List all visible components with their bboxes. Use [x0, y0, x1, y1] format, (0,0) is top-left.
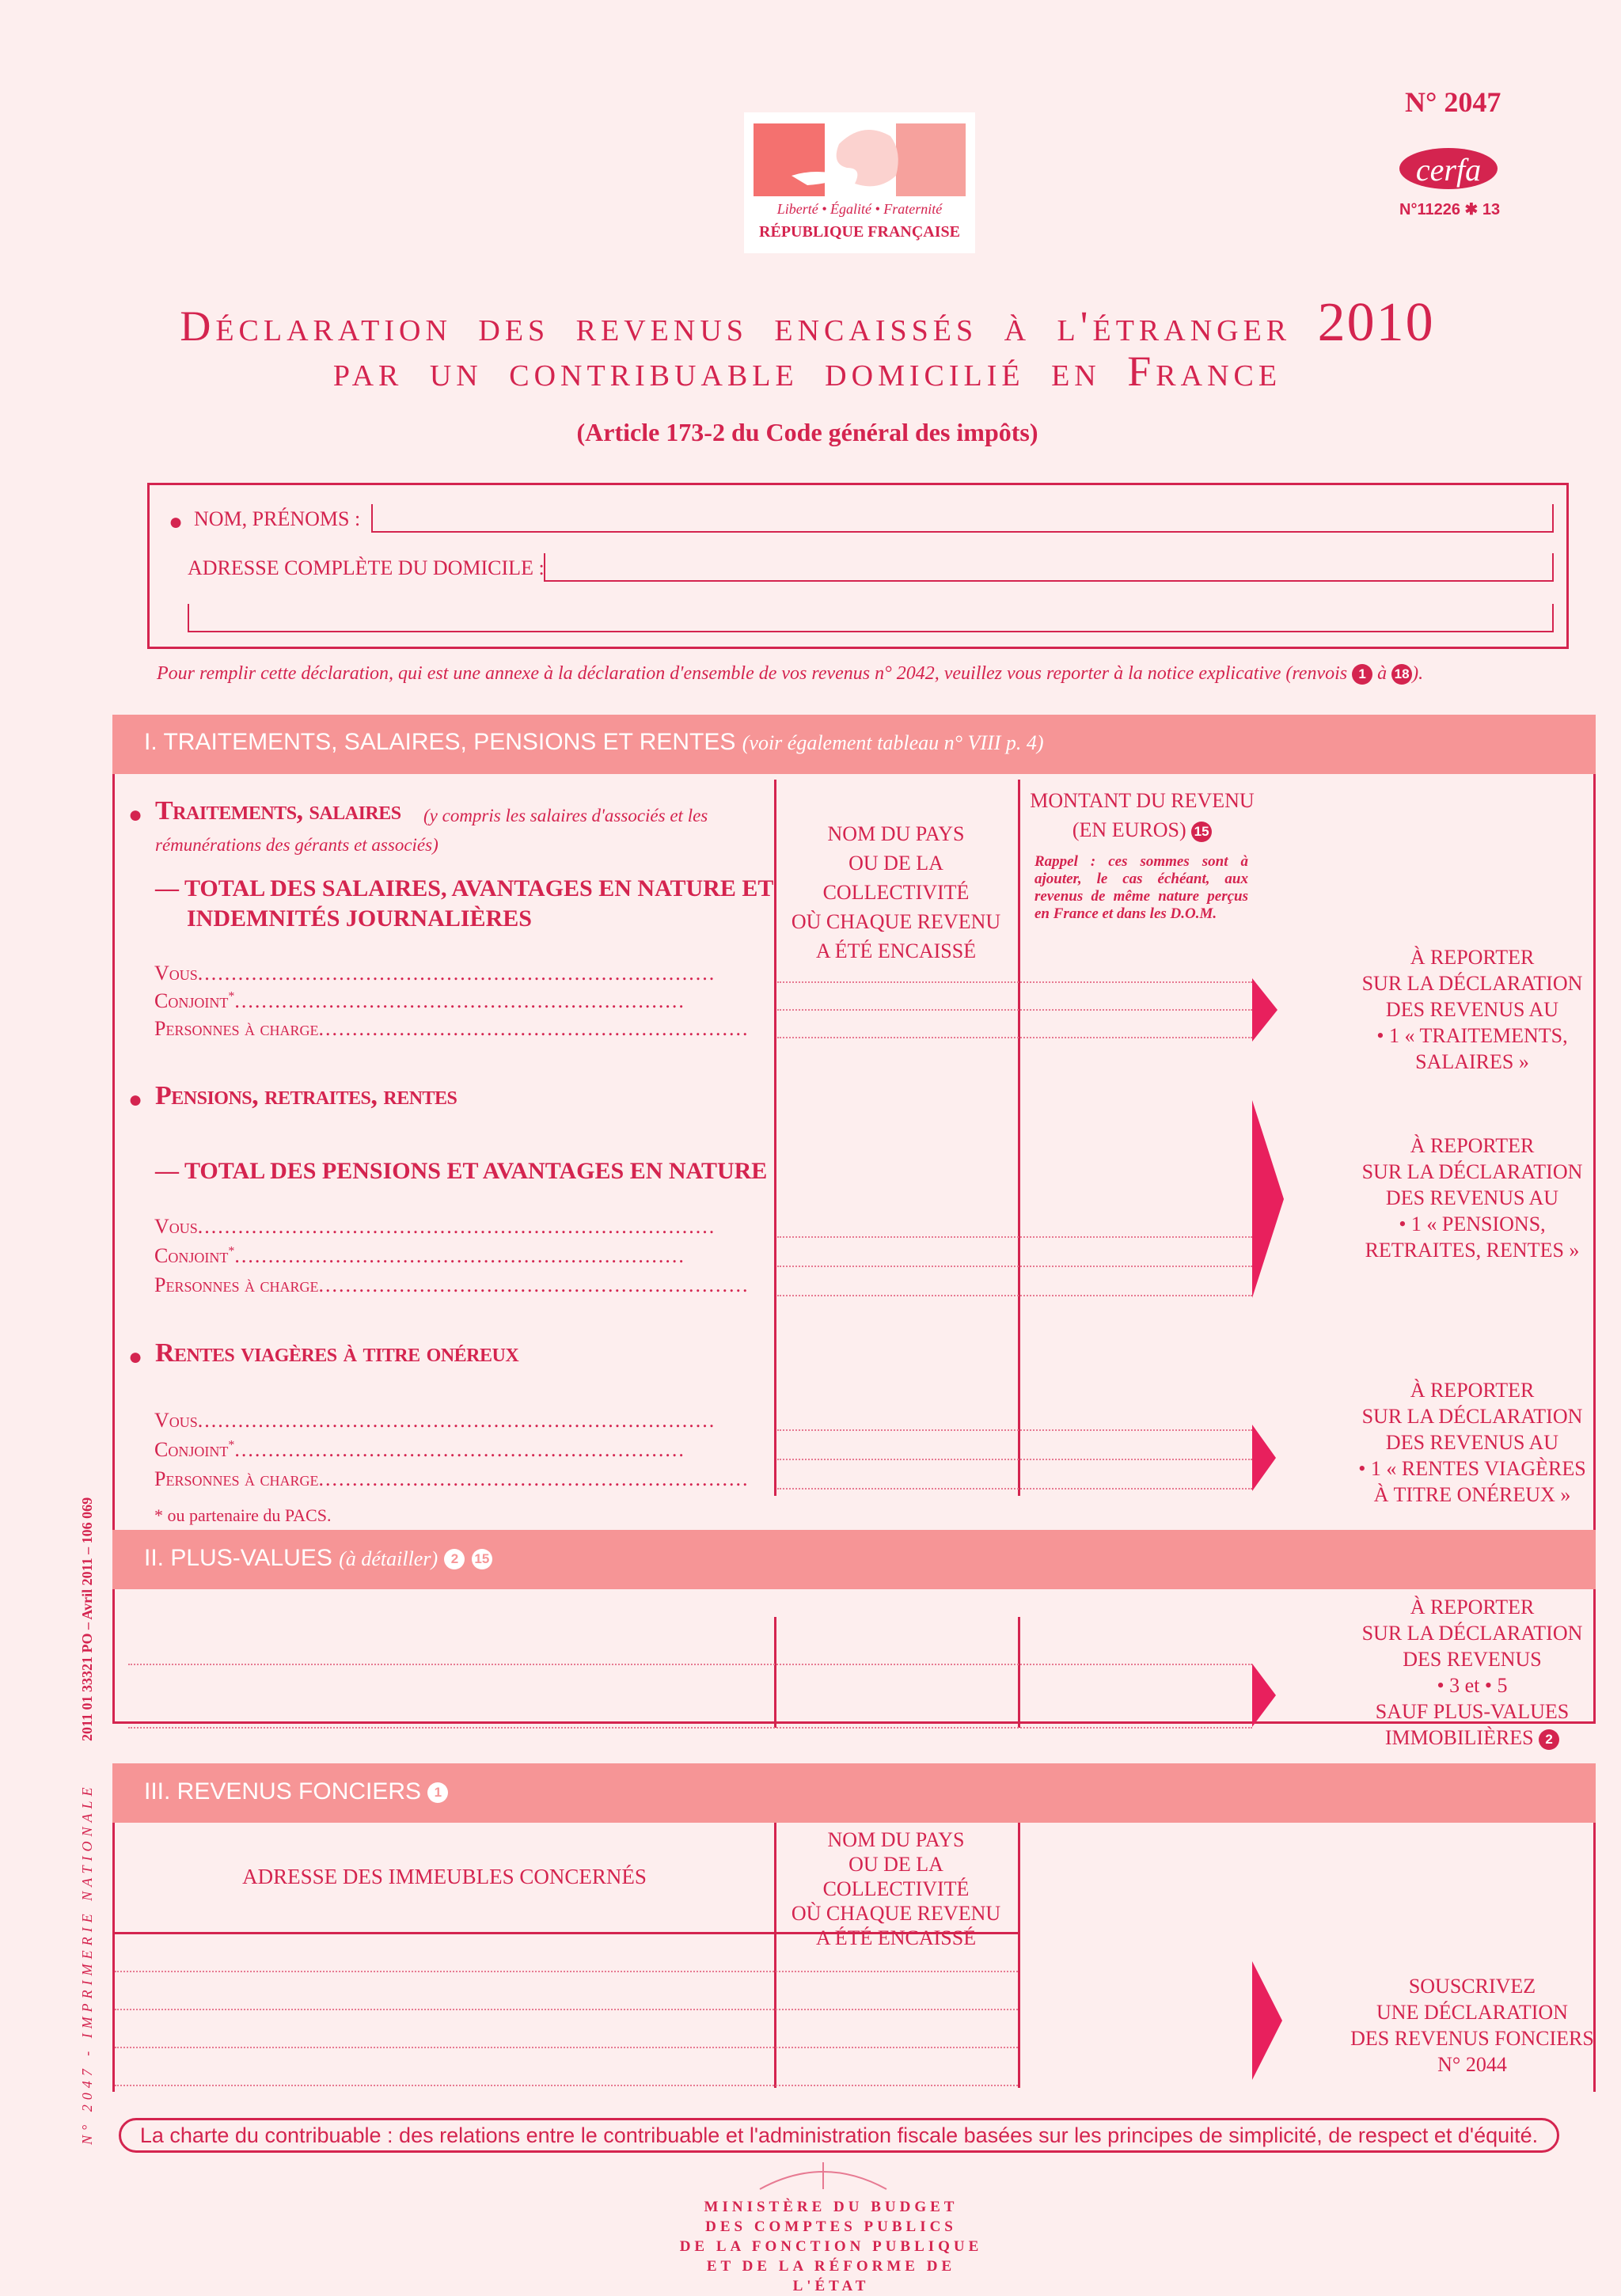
- bullet-icon: ●: [128, 1344, 143, 1370]
- instruction-end: ).: [1412, 663, 1424, 684]
- arrow-icon: [1252, 1100, 1284, 1298]
- col-country-line: A ÉTÉ ENCAISSÉ: [815, 939, 977, 962]
- arrow-icon: [1252, 978, 1277, 1042]
- row-label-conjoint: Conjoint: [154, 1244, 229, 1267]
- input-line[interactable]: [777, 1266, 1252, 1267]
- bullet-icon: ●: [128, 802, 143, 828]
- row-label-conjoint: Conjoint: [154, 989, 229, 1012]
- report-line: SUR LA DÉCLARATION: [1361, 1622, 1583, 1645]
- report-line: • 1 « TRAITEMENTS,: [1376, 1024, 1568, 1047]
- input-line[interactable]: [777, 1488, 1252, 1490]
- section2-title: II. PLUS-VALUES: [144, 1545, 332, 1571]
- salaries-note: (y compris les salaires d'associés et les: [423, 806, 708, 825]
- ministry-line: DES COMPTES PUBLICS: [705, 2218, 957, 2235]
- salaries-total: INDEMNITÉS JOURNALIÈRES: [187, 905, 532, 932]
- ref-badge: 15: [472, 1549, 492, 1569]
- salaries-report: [1346, 944, 1599, 1075]
- table-left-border: [112, 774, 115, 1530]
- col-amount-line: MONTANT DU REVENU: [1030, 789, 1255, 812]
- ministry-line: MINISTÈRE DU BUDGET: [704, 2199, 959, 2215]
- ref-badge: 15: [1191, 822, 1212, 842]
- pensions-total: — TOTAL DES PENSIONS ET AVANTAGES EN NATURE: [155, 1158, 768, 1184]
- report-line: UNE DÉCLARATION: [1376, 2001, 1568, 2024]
- form-number: N° 2047: [1405, 86, 1501, 118]
- input-line[interactable]: [777, 1236, 1252, 1238]
- republique-francaise-logo: [744, 112, 975, 253]
- arrow-icon: [1252, 1961, 1282, 2080]
- section2-header: [112, 1530, 1596, 1589]
- input-line[interactable]: [115, 2085, 1018, 2086]
- name-field[interactable]: [371, 504, 1554, 533]
- col-amount-header: [1021, 786, 1263, 844]
- report-line: N° 2044: [1437, 2053, 1507, 2076]
- input-line[interactable]: [777, 1429, 1252, 1431]
- row-label-personnes: Personnes à charge: [154, 1467, 319, 1490]
- address-field[interactable]: [544, 553, 1554, 582]
- pacs-footnote: * ou partenaire du PACS.: [154, 1505, 332, 1525]
- arrow-icon: [1252, 1425, 1276, 1491]
- title-line2: par un contribuable domicilié en France: [332, 347, 1282, 395]
- col-amount-border: [1018, 1823, 1020, 2088]
- input-line[interactable]: [777, 981, 1252, 983]
- row-label-vous: Vous: [154, 962, 198, 985]
- col-country-line: A ÉTÉ ENCAISSÉ: [815, 1926, 977, 1949]
- pensions-heading: Pensions, retraites, rentes: [155, 1081, 457, 1110]
- ref-badge: 2: [444, 1549, 465, 1569]
- report-line: À TITRE ONÉREUX »: [1373, 1483, 1571, 1506]
- row-label-vous: Vous: [154, 1215, 198, 1238]
- report-line: À REPORTER: [1410, 1379, 1535, 1402]
- report-line: DES REVENUS AU: [1385, 1186, 1559, 1209]
- cerfa-logo: [1397, 146, 1500, 191]
- input-line[interactable]: [128, 1727, 1252, 1729]
- section3-title: III. REVENUS FONCIERS: [144, 1778, 422, 1805]
- salaries-heading: Traitements, salaires: [155, 796, 401, 825]
- section2-report: [1346, 1594, 1599, 1751]
- republic-name: RÉPUBLIQUE FRANÇAISE: [759, 223, 960, 241]
- row-label-personnes: Personnes à charge: [154, 1017, 319, 1040]
- charter-box: [119, 2118, 1559, 2153]
- col-country-line: OU DE LA COLLECTIVITÉ: [822, 1853, 970, 1900]
- report-line: DES REVENUS AU: [1385, 1431, 1559, 1454]
- name-label: NOM, PRÉNOMS :: [194, 507, 361, 530]
- footnote-mark: *: [228, 1244, 235, 1258]
- input-line[interactable]: [777, 1459, 1252, 1460]
- ref-badge: 18: [1391, 664, 1412, 685]
- row-label-personnes: Personnes à charge: [154, 1273, 319, 1296]
- section1-note: (voir également tableau n° VIII p. 4): [742, 731, 1044, 754]
- ministry-logo: [756, 2159, 890, 2191]
- ministry-line: ET DE LA RÉFORME DE L'ÉTAT: [706, 2258, 956, 2294]
- col-country-border: [774, 1617, 776, 1728]
- ref-badge: 2: [1539, 1729, 1559, 1750]
- report-line: À REPORTER: [1410, 946, 1535, 969]
- side-printer: N° 2047 - IMPRIMERIE NATIONALE: [79, 1782, 95, 2145]
- pensions-report: [1346, 1133, 1599, 1263]
- report-line: SALAIRES »: [1415, 1050, 1529, 1073]
- col-amount-border: [1018, 780, 1020, 1496]
- cerfa-logo-text: cerfa: [1415, 152, 1482, 188]
- section3-header: [112, 1763, 1596, 1823]
- footnote-mark: *: [228, 989, 235, 1004]
- col-country-header: [777, 819, 1015, 966]
- ref-badge: 1: [1352, 664, 1372, 685]
- report-line: • 1 « PENSIONS,: [1399, 1213, 1546, 1235]
- address-label: ADRESSE COMPLÈTE DU DOMICILE :: [188, 556, 545, 579]
- table-left-border: [112, 1823, 115, 2092]
- section3-report: [1346, 1973, 1599, 2078]
- report-line: DES REVENUS: [1403, 1648, 1542, 1671]
- col-country-line: OÙ CHAQUE REVENU: [791, 910, 1001, 933]
- report-line: À REPORTER: [1410, 1596, 1535, 1619]
- row-label-vous: Vous: [154, 1409, 198, 1432]
- input-line[interactable]: [115, 2047, 1018, 2048]
- report-line: IMMOBILIÈRES: [1384, 1726, 1534, 1749]
- input-line[interactable]: [777, 1295, 1252, 1296]
- input-line[interactable]: [115, 1971, 1018, 1972]
- footnote-mark: *: [228, 1438, 235, 1452]
- col-country-line: OÙ CHAQUE REVENU: [791, 1902, 1001, 1925]
- col-country-line: OU DE LA COLLECTIVITÉ: [822, 852, 970, 904]
- title-line1: Déclaration des revenus encaissés à l'étranger: [180, 302, 1292, 350]
- col-address-header: ADRESSE DES IMMEUBLES CONCERNÉS: [242, 1865, 647, 1888]
- report-line: SOUSCRIVEZ: [1408, 1975, 1536, 1998]
- address-field-2[interactable]: [188, 604, 1554, 632]
- salaries-note: rémunérations des gérants et associés): [155, 835, 438, 855]
- input-line[interactable]: [115, 2009, 1018, 2010]
- input-line[interactable]: [128, 1664, 1252, 1665]
- annuities-report: [1346, 1377, 1599, 1508]
- report-line: SUR LA DÉCLARATION: [1361, 972, 1583, 995]
- ref-badge: 1: [427, 1782, 448, 1803]
- col-country-line: NOM DU PAYS: [827, 1828, 965, 1851]
- identity-box: [147, 483, 1569, 649]
- title-year: 2010: [1317, 292, 1435, 353]
- input-line[interactable]: [777, 1009, 1252, 1011]
- section1-title: I. TRAITEMENTS, SALAIRES, PENSIONS ET RENTES: [144, 729, 736, 755]
- report-line: SUR LA DÉCLARATION: [1361, 1160, 1583, 1183]
- col-amount-line: (EN EUROS): [1072, 818, 1186, 841]
- col-amount-border: [1018, 1617, 1020, 1728]
- input-line[interactable]: [777, 1037, 1252, 1038]
- instruction-text: Pour remplir cette déclaration, qui est une annexe à la déclaration d'ensemble de vos revenus n° 2042, veuillez vous reporter à la notice explicative (renvois: [157, 663, 1348, 684]
- col-country-border: [774, 780, 776, 1496]
- republic-motto: Liberté • Égalité • Fraternité: [776, 201, 943, 217]
- bullet-icon: ●: [169, 509, 184, 535]
- col-country-header: [777, 1827, 1015, 1950]
- section2-note: (à détailler): [339, 1547, 438, 1570]
- bullet-icon: ●: [128, 1087, 143, 1113]
- charter-text: La charte du contribuable : des relations entre le contribuable et l'administration fiscale basées sur les principes de simplicité, de respect et d'équité.: [139, 2123, 1539, 2147]
- salaries-total: — TOTAL DES SALAIRES, AVANTAGES EN NATURE ET: [155, 875, 774, 901]
- col-amount-note: Rappel : ces sommes sont à ajouter, le cas échéant, aux revenus de même nature perçus en France et dans les D.O.M.: [1034, 853, 1248, 922]
- report-line: • 1 « RENTES VIAGÈRES: [1358, 1457, 1586, 1480]
- arrow-icon: [1252, 1664, 1276, 1727]
- instruction-between: à: [1377, 663, 1388, 684]
- col-country-line: NOM DU PAYS: [827, 822, 965, 845]
- table-left-border: [112, 1589, 115, 1724]
- row-label-conjoint: Conjoint: [154, 1438, 229, 1461]
- report-line: RETRAITES, RENTES »: [1365, 1239, 1580, 1262]
- report-line: DES REVENUS FONCIERS: [1350, 2027, 1594, 2050]
- report-line: • 3 et • 5: [1437, 1674, 1508, 1697]
- report-line: SUR LA DÉCLARATION: [1361, 1405, 1583, 1428]
- side-code: 2011 01 33321 PO – Avril 2011 – 106 069: [79, 1497, 95, 1741]
- section1-header: [112, 715, 1596, 774]
- title-article: (Article 173-2 du Code général des impôts): [576, 418, 1038, 446]
- report-line: DES REVENUS AU: [1385, 998, 1559, 1021]
- report-line: À REPORTER: [1410, 1134, 1535, 1157]
- report-line: SAUF PLUS-VALUES: [1375, 1700, 1570, 1723]
- ministry-line: DE LA FONCTION PUBLIQUE: [679, 2238, 983, 2255]
- cerfa-number: N°11226 ✱ 13: [1399, 201, 1501, 218]
- ministry-block: [665, 2197, 997, 2296]
- annuities-heading: Rentes viagères à titre onéreux: [155, 1338, 519, 1368]
